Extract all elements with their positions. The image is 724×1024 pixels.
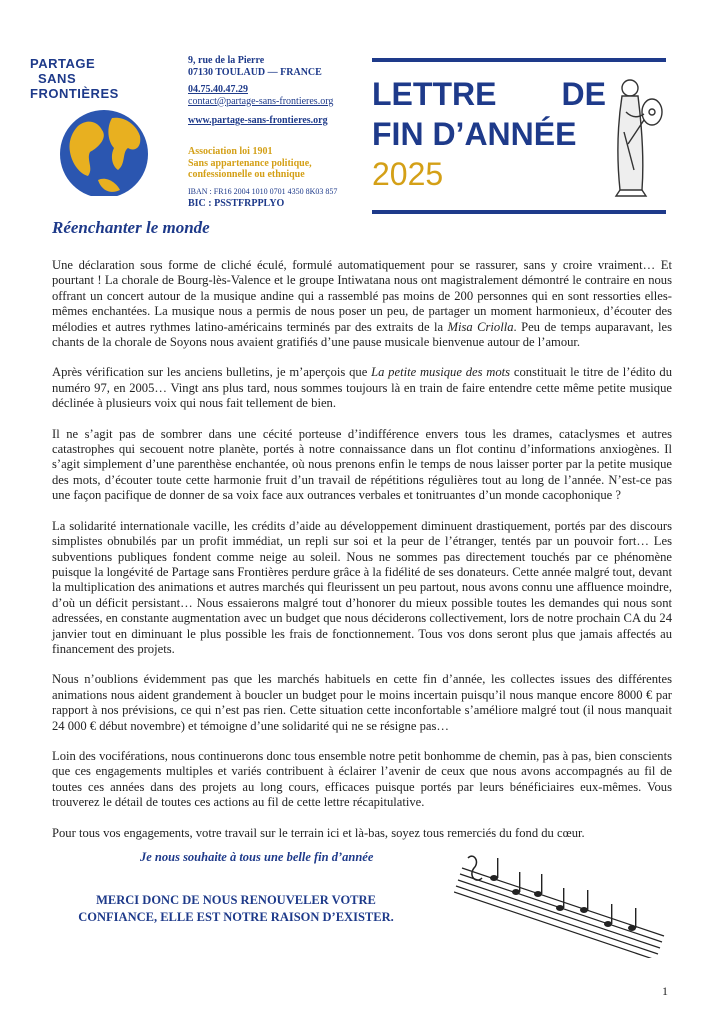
address-block — [188, 55, 322, 78]
website-link[interactable]: www.partage-sans-frontieres.org — [188, 115, 328, 126]
page-number: 1 — [662, 984, 668, 998]
association-line-3: confessionnelle ou ethnique — [188, 169, 305, 180]
editorial-body — [52, 258, 672, 856]
closing-thanks-line-1: MERCI DONC DE NOUS RENOUVELER VOTRE — [96, 893, 376, 907]
editorial-heading: Réenchanter le monde — [52, 218, 210, 237]
paragraph-1-italic: Misa Criolla — [447, 319, 514, 334]
title-year: 2025 — [372, 156, 444, 192]
paragraph-1-text-b: . Peu de temps auparavant, les chants de la chorale de Soyons nous avaient gratifiés d’une pause musicale bienvenue autour de l’amour. — [52, 319, 672, 350]
title-line-1: LETTRE DE — [372, 76, 606, 112]
title-rule-bottom — [372, 210, 666, 214]
closing-wish: Je nous souhaite à tous une belle fin d’année — [140, 850, 374, 864]
email-link[interactable]: contact@partage-sans-frontieres.org — [188, 95, 334, 107]
paragraph-2-text-a: Après vérification sur les anciens bulletins, je m’aperçois que — [52, 365, 372, 380]
music-staff-icon — [454, 848, 674, 958]
paragraph-2-italic: La petite musique des mots — [371, 365, 511, 380]
paragraph-1-text-a: Une déclaration sous forme de cliché éculé, formulé automatiquement pour se rassurer, sans y croire vraiment… Et pourtant ! La chorale de Bourg-lès-Valence et le groupe Intiwatana nous ont magistralement démontré le contraire en nous offrant un concert autour de la musique andine qui a rassemblé pas moins de 200 personnes qui en sont ressorties elles-mêmes enchantées. La musique nous a permis de nous poser un peu, de partager un moment harmonieux, d’écouter des mélodies et autres rythmes latino-américains terminés par des extraits de la — [52, 258, 672, 334]
title-rule-top — [372, 58, 666, 62]
association-block — [188, 146, 312, 181]
address-line-1: 9, rue de la Pierre — [188, 55, 265, 66]
logo-line-1: PARTAGE — [30, 56, 96, 71]
paragraph-2-text-b: constituait le titre de l’édito du numéro 97, en 2005… Vingt ans plus tard, nous sommes toujours là en train de faire entendre cette même petite musique déclinée à plusieurs voix qui nous fait tellement de bien. — [52, 365, 672, 411]
logo-line-2: SANS — [38, 71, 77, 86]
paragraph-3: Il ne s’agit pas de sombrer dans une cécité porteuse d’indifférence envers tous les drames, cataclysmes et autres catastrophes qui secouent notre planète, portés à notre connaissance dans un flot continu d’informations anxiogènes. Il s’agit simplement d’une parenthèse enchantée, où nous prenons enfin le temps de nous laisser porter par la petite musique des mots, d’écouter toute cette harmonie fruit d’un travail de répétitions régulières tout au long de l’année. N’est-ce pas une façon pacifique de donner de sa voix face aux outrances verbales et tonitruantes d’un monde cacophonique ? — [52, 426, 672, 503]
paragraph-5: Nous n’oublions évidemment pas que les marchés habituels en cette fin d’année, les collectes issues des différentes animations nous aident grandement à boucler un budget pour le moins incertain puisqu’il nous manque encore 8000 € par rapport à nos prévisions, ce qui n’est pas rien. Cette situation cette inconfortable s’améliore malgré tout (il nous manquait 24 000 € début novembre) et témoigne d’une solidarité qui ne se résigne pas… — [52, 672, 672, 733]
phone-number: 04.75.40.47.29 — [188, 84, 248, 95]
association-line-2: Sans appartenance politique, — [188, 157, 312, 169]
title-line-2: FIN D’ANNÉE — [372, 116, 577, 152]
bic-line: BIC : PSSTFRPPLYO — [188, 197, 285, 209]
musician-figure-icon — [608, 72, 668, 202]
closing-thanks-line-2: CONFIANCE, ELLE EST NOTRE RAISON D’EXISTER. — [78, 910, 394, 924]
logo-line-3: FRONTIÈRES — [30, 86, 119, 101]
iban-line: IBAN : FR16 2004 1010 0701 4350 8K03 857 — [188, 187, 338, 196]
address-line-2: 07130 TOULAUD — FRANCE — [188, 66, 322, 78]
closing-thanks — [76, 892, 396, 926]
association-line-1: Association loi 1901 — [188, 146, 273, 157]
paragraph-6: Loin des vociférations, nous continuerons donc tous ensemble notre petit bonhomme de chemin, pas à pas, bien conscients que ces engagements multiples et variés contribuent à éclairer l’avenir de ceux que nous avons accompagnés au fil de toutes ces années dans des projets au long cours, efficaces puisque portés par leurs bénéficiaires eux-mêmes. Vous trouverez le détail de toutes ces actions au fil de cette lettre récapitulative. — [52, 748, 672, 810]
bank-block — [188, 186, 337, 209]
paragraph-2 — [52, 365, 672, 411]
logo-text — [30, 56, 130, 101]
phone-email-block — [188, 84, 333, 107]
paragraph-7: Pour tous vos engagements, votre travail sur le terrain ici et là-bas, soyez tous remerciés du fond du cœur. — [52, 825, 585, 840]
paragraph-1 — [52, 258, 672, 350]
paragraph-4: La solidarité internationale vacille, les crédits d’aide au développement diminuent drastiquement, portés par des discours simplistes obnubilés par un profit immédiat, un repli sur soi et la peur de l’étranger, tentés par un pouvoir fort… Les subventions publiques fondent comme neige au soleil. Nous ne sommes pas directement touchés par ce phénomène puisque la longévité de Partage sans Frontières perdure grâce à la fidélité de ses donateurs. Cette année malgré tout, devant la multiplication des animations et autres marchés qui fleurissent un peu partout, nous avons connu une affluence moindre, d’où un déficit persistant… Nous essaierons malgré tout d’honorer du mieux possible toutes les demandes qui nous sont adressées, en constante augmentation avec un budget que nous déciderons collectivement, lors de notre prochain CA du 24 janvier tout en diminuant le plus possible les frais de fonctionnement. Tous vos dons seront plus que jamais affectés au financement des projets. — [52, 518, 673, 656]
